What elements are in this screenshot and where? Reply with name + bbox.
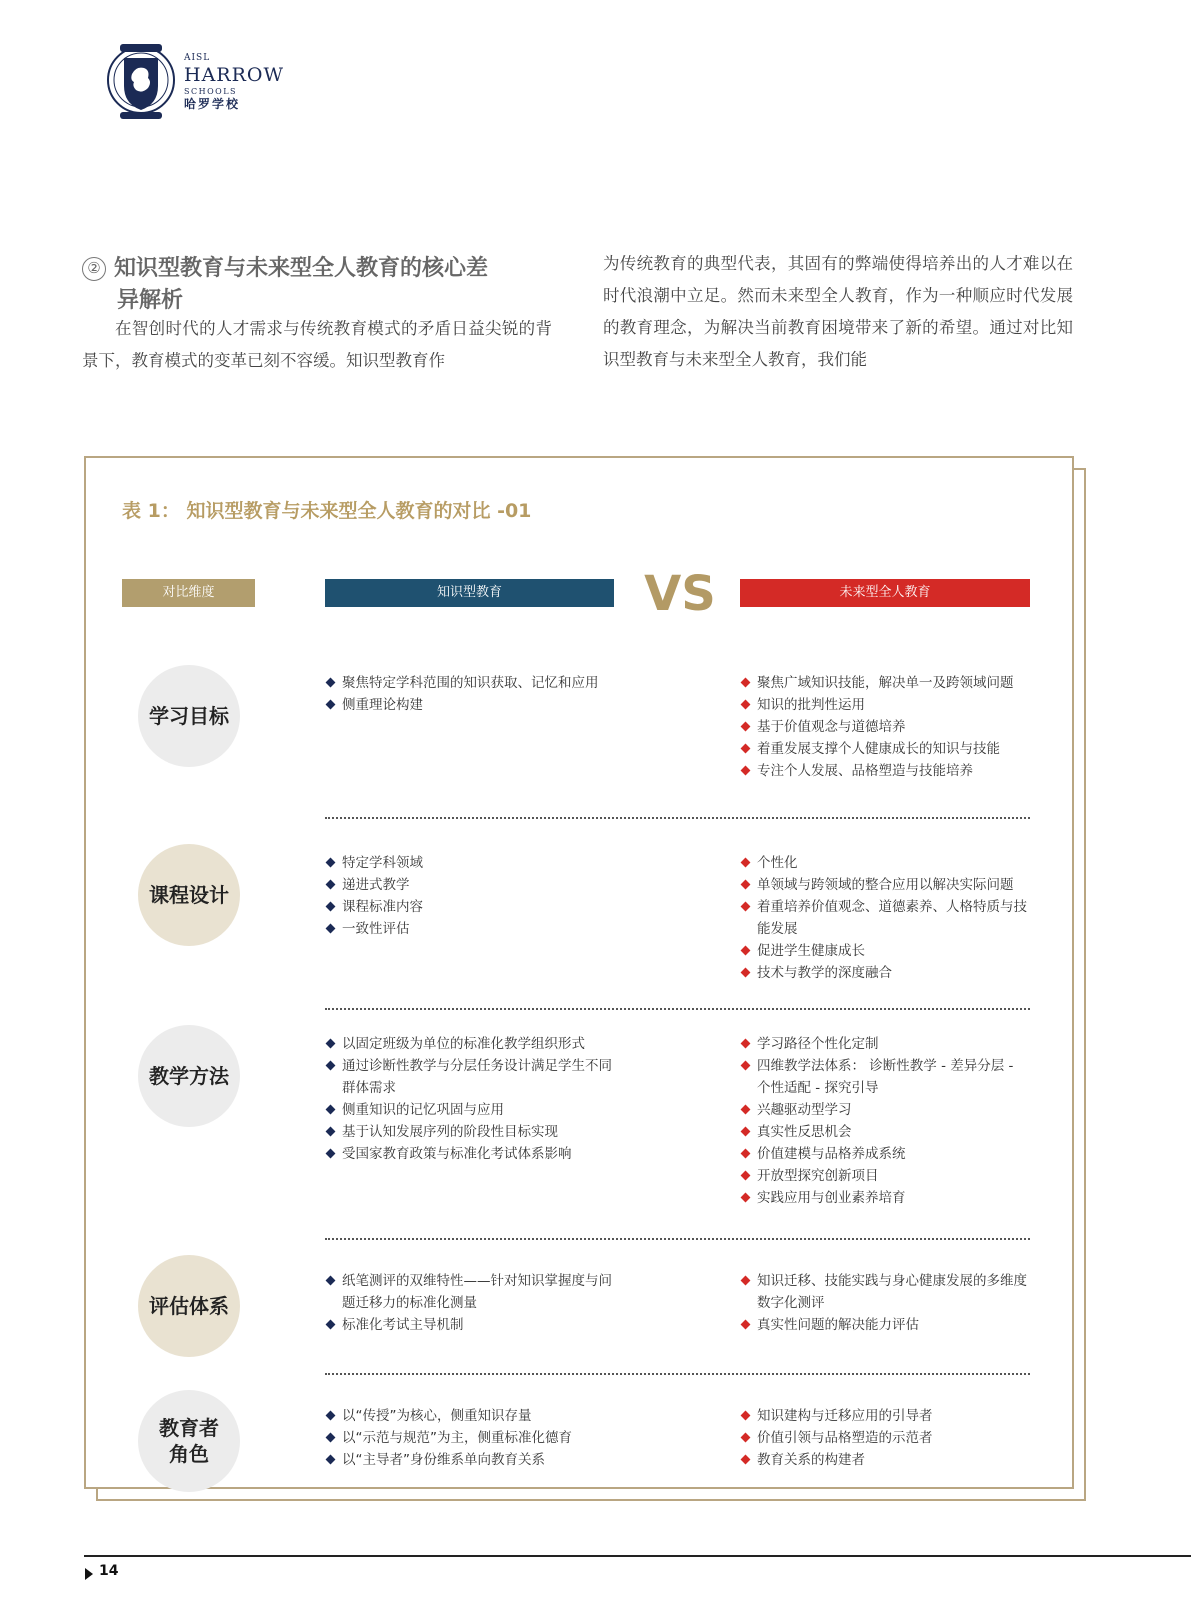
harrow-crest-icon [106, 36, 176, 124]
dimension-teaching-methods: 教学方法 [138, 1025, 240, 1127]
dimension-curriculum-design: 课程设计 [138, 844, 240, 946]
logo-wordmark [184, 54, 284, 110]
list-item: 侧重理论构建 [325, 694, 625, 716]
list-item: 兴趣驱动型学习 [740, 1099, 1030, 1121]
row-divider [325, 1238, 1030, 1240]
list-item: 基于认知发展序列的阶段性目标实现 [325, 1121, 625, 1143]
list-item: 特定学科领域 [325, 852, 625, 874]
harrow-logo [106, 36, 306, 128]
knowledge-list-learning-goals [325, 672, 625, 716]
list-item: 一致性评估 [325, 918, 625, 940]
logo-schools: SCHOOLS [184, 87, 237, 96]
footer-rule [84, 1555, 1191, 1557]
list-item: 递进式教学 [325, 874, 625, 896]
knowledge-list-teaching [325, 1033, 625, 1165]
logo-harrow: HARROW [184, 64, 285, 86]
row-divider [325, 1373, 1030, 1375]
list-item: 价值引领与品格塑造的示范者 [740, 1427, 1030, 1449]
list-item: 知识建构与迁移应用的引导者 [740, 1405, 1030, 1427]
list-item: 教育关系的构建者 [740, 1449, 1030, 1471]
list-item: 真实性反思机会 [740, 1121, 1030, 1143]
list-item: 实践应用与创业素养培育 [740, 1187, 1030, 1209]
list-item: 四维教学法体系： 诊断性教学 - 差异分层 - 个性适配 - 探究引导 [740, 1055, 1030, 1099]
list-item: 以“示范与规范”为主，侧重标准化德育 [325, 1427, 625, 1449]
knowledge-list-educator [325, 1405, 625, 1471]
dimension-educator-role-line1: 教育者 [159, 1416, 219, 1440]
list-item: 专注个人发展、品格塑造与技能培养 [740, 760, 1030, 782]
section-heading-line2: 异解析 [117, 288, 184, 313]
future-list-educator [740, 1405, 1030, 1471]
list-item: 通过诊断性教学与分层任务设计满足学生不同群体需求 [325, 1055, 625, 1099]
list-item: 以“传授”为核心，侧重知识存量 [325, 1405, 625, 1427]
page-number: 14 [99, 1563, 119, 1579]
list-item: 知识迁移、技能实践与身心健康发展的多维度数字化测评 [740, 1270, 1030, 1314]
intro-paragraph-left: 在智创时代的人才需求与传统教育模式的矛盾日益尖锐的背景下，教育模式的变革已刻不容缓。知识型教育作 [82, 319, 552, 370]
dimension-educator-role-line2: 角色 [169, 1442, 209, 1466]
dimension-learning-goals: 学习目标 [138, 665, 240, 767]
dimension-educator-role [138, 1390, 240, 1492]
future-list-teaching [740, 1033, 1030, 1209]
intro-paragraph-right: 为传统教育的典型代表，其固有的弊端使得培养出的人才难以在时代浪潮中立足。然而未来型全人教育，作为一种顺应时代发展的教育理念，为解决当前教育困境带来了新的希望。通过对比知识型教育与未来型全人教育，我们能 [603, 254, 1073, 369]
list-item: 真实性问题的解决能力评估 [740, 1314, 1030, 1336]
future-list-learning-goals [740, 672, 1030, 782]
list-item: 单领域与跨领域的整合应用以解决实际问题 [740, 874, 1030, 896]
list-item: 开放型探究创新项目 [740, 1165, 1030, 1187]
header-knowledge-education: 知识型教育 [325, 579, 614, 607]
list-item: 促进学生健康成长 [740, 940, 1030, 962]
future-list-curriculum [740, 852, 1030, 984]
list-item: 个性化 [740, 852, 1030, 874]
list-item: 知识的批判性运用 [740, 694, 1030, 716]
list-item: 受国家教育政策与标准化考试体系影响 [325, 1143, 625, 1165]
list-item: 课程标准内容 [325, 896, 625, 918]
list-item: 以固定班级为单位的标准化教学组织形式 [325, 1033, 625, 1055]
list-item: 侧重知识的记忆巩固与应用 [325, 1099, 625, 1121]
list-item: 价值建模与品格养成系统 [740, 1143, 1030, 1165]
list-item: 学习路径个性化定制 [740, 1033, 1030, 1055]
page-arrow-icon [85, 1568, 93, 1580]
vs-label: VS [644, 566, 716, 622]
logo-chinese-name: 哈罗学校 [184, 97, 241, 111]
list-item: 标准化考试主导机制 [325, 1314, 625, 1336]
list-item: 以“主导者”身份维系单向教育关系 [325, 1449, 625, 1471]
logo-aisl: AISL [184, 53, 211, 63]
future-list-assessment [740, 1270, 1030, 1336]
row-divider [325, 1008, 1030, 1010]
list-item: 着重培养价值观念、道德素养、人格特质与技能发展 [740, 896, 1030, 940]
row-divider [325, 817, 1030, 819]
dimension-assessment-system: 评估体系 [138, 1255, 240, 1357]
table-title: 表 1： 知识型教育与未来型全人教育的对比 -01 [122, 500, 532, 522]
header-future-education: 未来型全人教育 [740, 579, 1030, 607]
section-heading [82, 253, 552, 317]
knowledge-list-assessment [325, 1270, 625, 1336]
section-number: ② [82, 257, 106, 281]
header-dimension: 对比维度 [122, 579, 255, 607]
list-item: 基于价值观念与道德培养 [740, 716, 1030, 738]
knowledge-list-curriculum [325, 852, 625, 940]
list-item: 聚焦广域知识技能，解决单一及跨领域问题 [740, 672, 1030, 694]
section-heading-line1: 知识型教育与未来型全人教育的核心差 [114, 256, 489, 281]
list-item: 技术与教学的深度融合 [740, 962, 1030, 984]
list-item: 聚焦特定学科范围的知识获取、记忆和应用 [325, 672, 625, 694]
list-item: 纸笔测评的双维特性——针对知识掌握度与问题迁移力的标准化测量 [325, 1270, 625, 1314]
list-item: 着重发展支撑个人健康成长的知识与技能 [740, 738, 1030, 760]
